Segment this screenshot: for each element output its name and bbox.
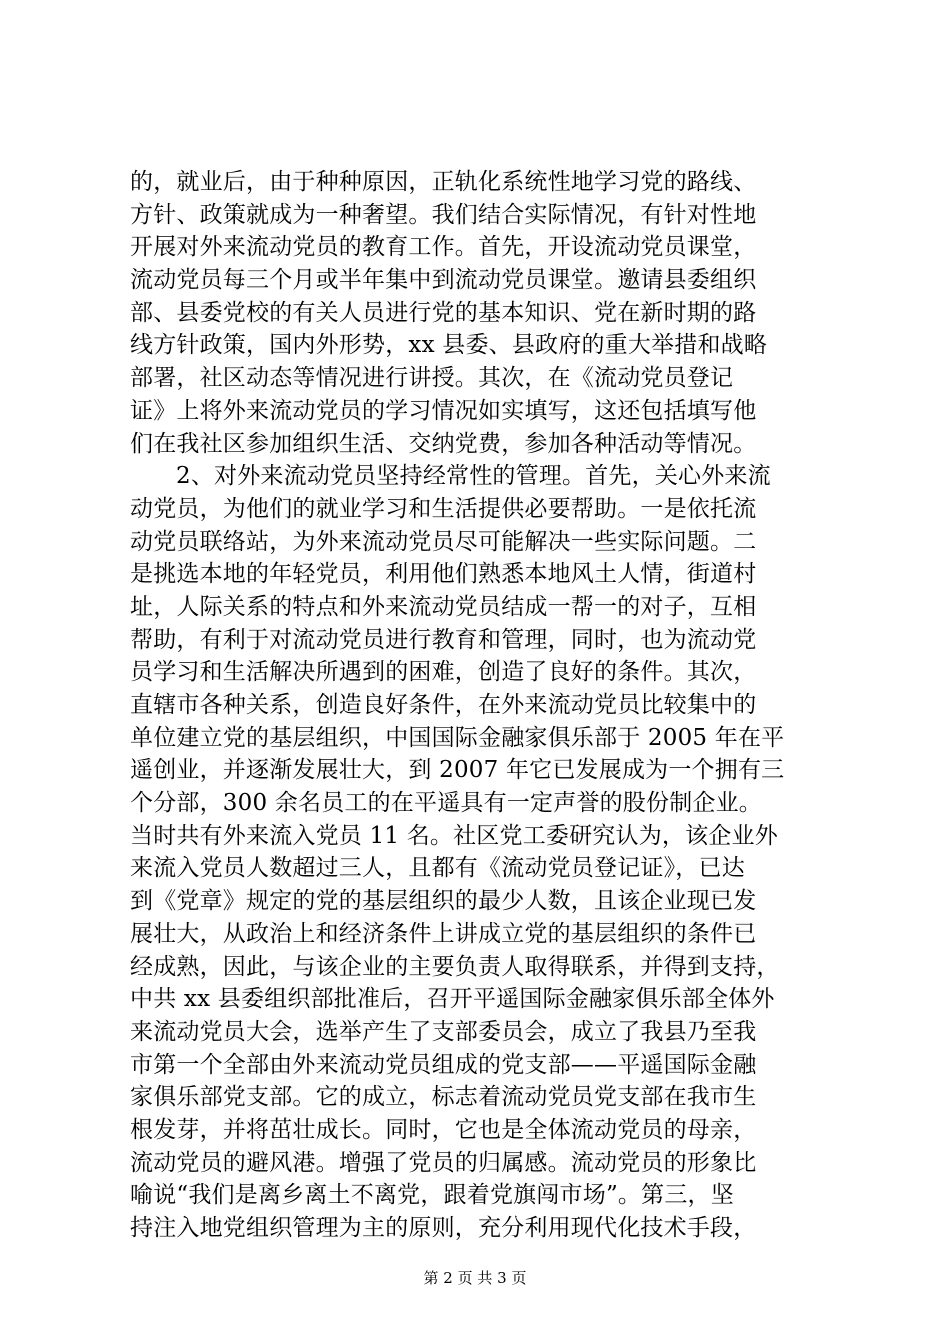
text-line: 们在我社区参加组织生活、交纳党费，参加各种活动等情况。 (130, 430, 757, 457)
text-line: 经成熟，因此，与该企业的主要负责人取得联系，并得到支持， (130, 953, 780, 980)
text-line: 线方针政策，国内外形势，xx 县委、县政府的重大举措和战略 (130, 332, 768, 359)
text-line: 方针、政策就成为一种奢望。我们结合实际情况，有针对性地 (130, 201, 757, 228)
text-line: 当时共有外来流入党员 11 名。社区党工委研究认为，该企业外 (130, 822, 778, 849)
text-line: 单位建立党的基层组织，中国国际金融家俱乐部于 2005 年在平 (130, 724, 785, 751)
text-line: 持注入地党组织管理为主的原则，充分利用现代化技术手段， (130, 1215, 757, 1241)
paragraph-first-line: 2、对外来流动党员坚持经常性的管理。首先，关心外来流 (176, 463, 771, 490)
text-line: 直辖市各种关系，创造良好条件，在外来流动党员比较集中的 (130, 692, 757, 718)
page-number-label: 第 2 页 共 3 页 (423, 1269, 527, 1287)
text-line: 来流动党员大会，选举产生了支部委员会，成立了我县乃至我 (130, 1018, 757, 1045)
text-line: 证》上将外来流动党员的学习情况如实填写，这还包括填写他 (130, 397, 757, 424)
text-line: 流动党员每三个月或半年集中到流动党员课堂。邀请县委组织 (130, 267, 757, 294)
text-line: 员学习和生活解决所遇到的困难，创造了良好的条件。其次， (130, 659, 757, 686)
text-line: 市第一个全部由外来流动党员组成的党支部——平遥国际金融 (130, 1051, 757, 1078)
text-line: 根发芽，并将茁壮成长。同时，它也是全体流动党员的母亲， (130, 1116, 757, 1143)
text-line: 帮助，有利于对流动党员进行教育和管理，同时，也为流动党 (130, 626, 757, 653)
text-line: 喻说“我们是离乡离土不离党，跟着党旗闯市场”。第三，坚 (130, 1182, 734, 1209)
text-line: 遥创业，并逐渐发展壮大，到 2007 年它已发展成为一个拥有三 (130, 757, 785, 784)
text-line: 部署，社区动态等情况进行讲授。其次，在《流动党员登记 (130, 365, 734, 392)
text-line: 部、县委党校的有关人员进行党的基本知识、党在新时期的路 (130, 299, 757, 326)
text-line: 流动党员的避风港。增强了党员的归属感。流动党员的形象比 (130, 1149, 757, 1176)
text-line: 动党员联络站，为外来流动党员尽可能解决一些实际问题。二 (130, 528, 757, 555)
text-line: 家俱乐部党支部。它的成立，标志着流动党员党支部在我市生 (130, 1084, 757, 1111)
text-line: 开展对外来流动党员的教育工作。首先，开设流动党员课堂， (130, 234, 757, 261)
text-line: 到《党章》规定的党的基层组织的最少人数，且该企业现已发 (130, 888, 757, 915)
text-line: 是挑选本地的年轻党员，利用他们熟悉本地风土人情，街道村 (130, 561, 757, 588)
text-line: 动党员，为他们的就业学习和生活提供必要帮助。一是依托流 (130, 495, 757, 522)
text-line: 展壮大，从政治上和经济条件上讲成立党的基层组织的条件已 (130, 920, 757, 947)
text-line: 的，就业后，由于种种原因，正轨化系统性地学习党的路线、 (130, 169, 757, 195)
page-footer (0, 1268, 950, 1288)
text-line: 址，人际关系的特点和外来流动党员结成一帮一的对子，互相 (130, 593, 757, 620)
text-line: 个分部，300 余名员工的在平遥具有一定声誉的股份制企业。 (130, 790, 763, 817)
text-line: 中共 xx 县委组织部批准后，召开平遥国际金融家俱乐部全体外 (130, 986, 775, 1013)
document-body (130, 166, 830, 1245)
text-line: 来流入党员人数超过三人，且都有《流动党员登记证》，已达 (130, 855, 745, 882)
